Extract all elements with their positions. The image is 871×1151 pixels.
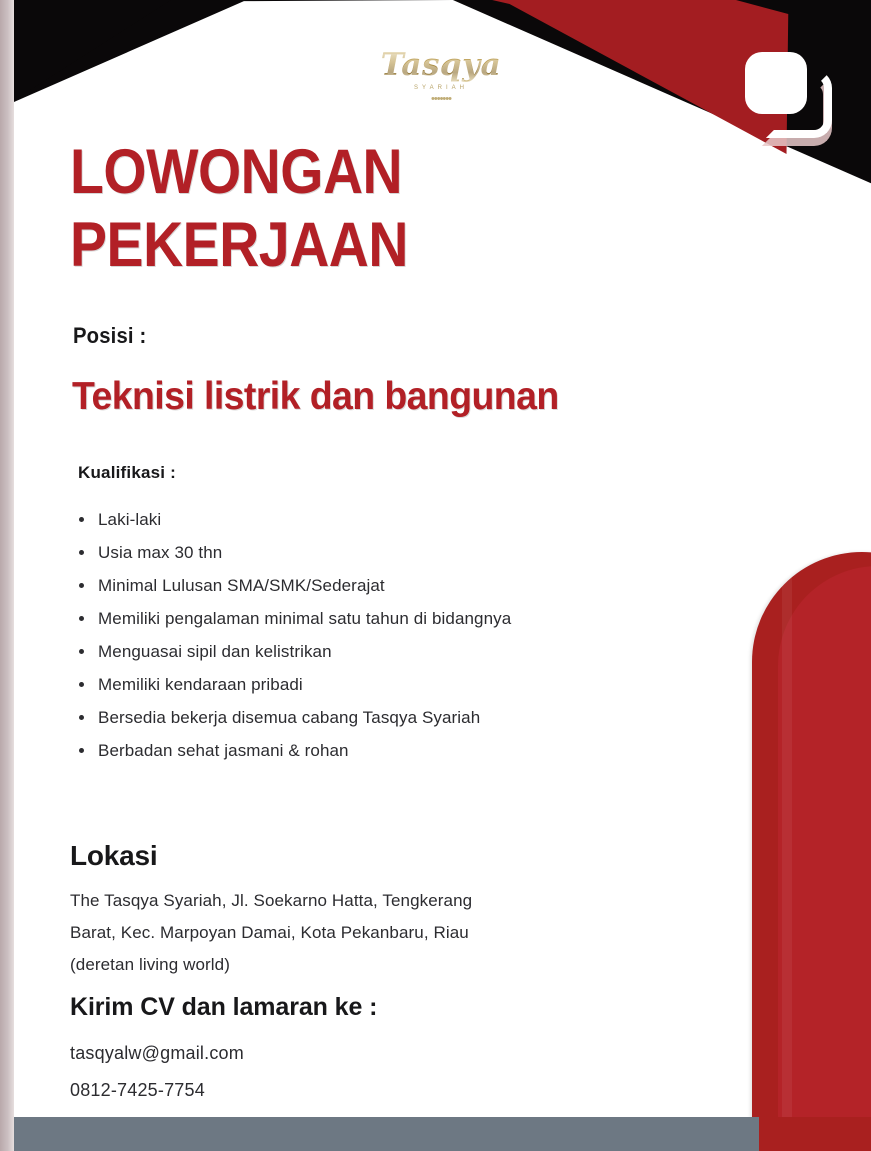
- qualification-item: [70, 668, 710, 701]
- red-arch-highlight: [782, 570, 792, 1122]
- contact-phone: 0812-7425-7754: [70, 1080, 205, 1100]
- qualification-item: [70, 569, 710, 602]
- location-line: Barat, Kec. Marpoyan Damai, Kota Pekanbaru, Riau: [70, 923, 469, 942]
- qualification-item: [70, 635, 710, 668]
- bottom-red-band: [759, 1117, 871, 1151]
- location-line: (deretan living world): [70, 955, 230, 974]
- headline-line-1: LOWONGAN: [70, 137, 403, 207]
- qualifications-list: [70, 503, 710, 767]
- qualification-item: [70, 602, 710, 635]
- qualification-text: Berbadan sehat jasmani & rohan: [98, 741, 349, 760]
- qualification-text: Menguasai sipil dan kelistrikan: [98, 642, 332, 661]
- bullet-icon: [79, 715, 84, 720]
- qualification-text: Memiliki pengalaman minimal satu tahun di bidangnya: [98, 609, 512, 628]
- qualifications-label: Kualifikasi :: [78, 463, 177, 482]
- bullet-icon: [79, 649, 84, 654]
- bullet-icon: [79, 682, 84, 687]
- contact-details: [70, 1035, 244, 1109]
- location-line: The Tasqya Syariah, Jl. Soekarno Hatta, Tengkerang: [70, 891, 473, 910]
- qualification-item: [70, 701, 710, 734]
- poster-headline: [70, 136, 408, 282]
- bullet-icon: [79, 550, 84, 555]
- apply-title: Kirim CV dan lamaran ke :: [70, 993, 378, 1021]
- brand-logo: [371, 48, 511, 130]
- qualification-item: [70, 734, 710, 767]
- contact-email: tasqyalw@gmail.com: [70, 1043, 244, 1063]
- brand-logo-flourish-icon: •••••••: [431, 93, 451, 105]
- qualification-item: [70, 536, 710, 569]
- qualification-text: Laki-laki: [98, 510, 162, 529]
- brand-logo-wordmark: Tasqya: [371, 48, 511, 82]
- bottom-slate-band: [0, 1117, 871, 1151]
- location-title: Lokasi: [70, 840, 158, 871]
- qualification-text: Memiliki kendaraan pribadi: [98, 675, 303, 694]
- bullet-icon: [79, 583, 84, 588]
- qualification-text: Bersedia bekerja disemua cabang Tasqya Syariah: [98, 708, 481, 727]
- bullet-icon: [79, 748, 84, 753]
- bullet-icon: [79, 517, 84, 522]
- qualification-item: [70, 503, 710, 536]
- brand-logo-subtitle: SYARIAH: [414, 85, 468, 91]
- headline-line-2: PEKERJAAN: [70, 210, 409, 280]
- bullet-icon: [79, 616, 84, 621]
- position-value: Teknisi listrik dan bangunan: [72, 375, 559, 418]
- location-address: [70, 885, 630, 981]
- quote-badge-icon: [745, 52, 807, 114]
- left-edge-strip: [0, 0, 14, 1151]
- qualification-text: Minimal Lulusan SMA/SMK/Sederajat: [98, 576, 385, 595]
- position-label: Posisi :: [73, 323, 147, 348]
- qualification-text: Usia max 30 thn: [98, 543, 223, 562]
